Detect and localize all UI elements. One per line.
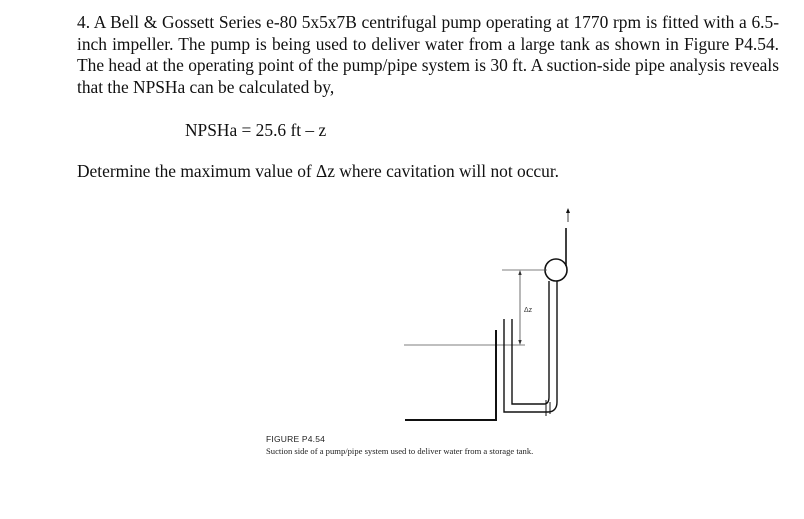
pump-pipe-diagram: [380, 200, 600, 430]
suction-pipe-inner: [512, 281, 549, 404]
figure-caption: Suction side of a pump/pipe system used to deliver water from a storage tank.: [266, 446, 534, 456]
problem-statement: 4. A Bell & Gossett Series e-80 5x5x7B centrifugal pump operating at 1770 rpm is fitted with a 6.5-inch impeller. The pump is being used to deliver water from a large tank as shown in Figure P4.54. The head at the operating point of the pump/pipe system is 30 ft. A suction-side pipe analysis reveals that the NPSHa can be calculated by,: [77, 12, 779, 97]
pump-casing: [545, 259, 567, 281]
tank-wall: [405, 330, 496, 420]
flow-arrow: [566, 208, 570, 213]
problem-question: Determine the maximum value of Δz where cavitation will not occur.: [77, 161, 560, 181]
dz-label: Δz: [524, 307, 533, 314]
npsha-equation: NPSHa = 25.6 ft – z: [185, 120, 327, 140]
figure-label: FIGURE P4.54: [266, 434, 326, 444]
